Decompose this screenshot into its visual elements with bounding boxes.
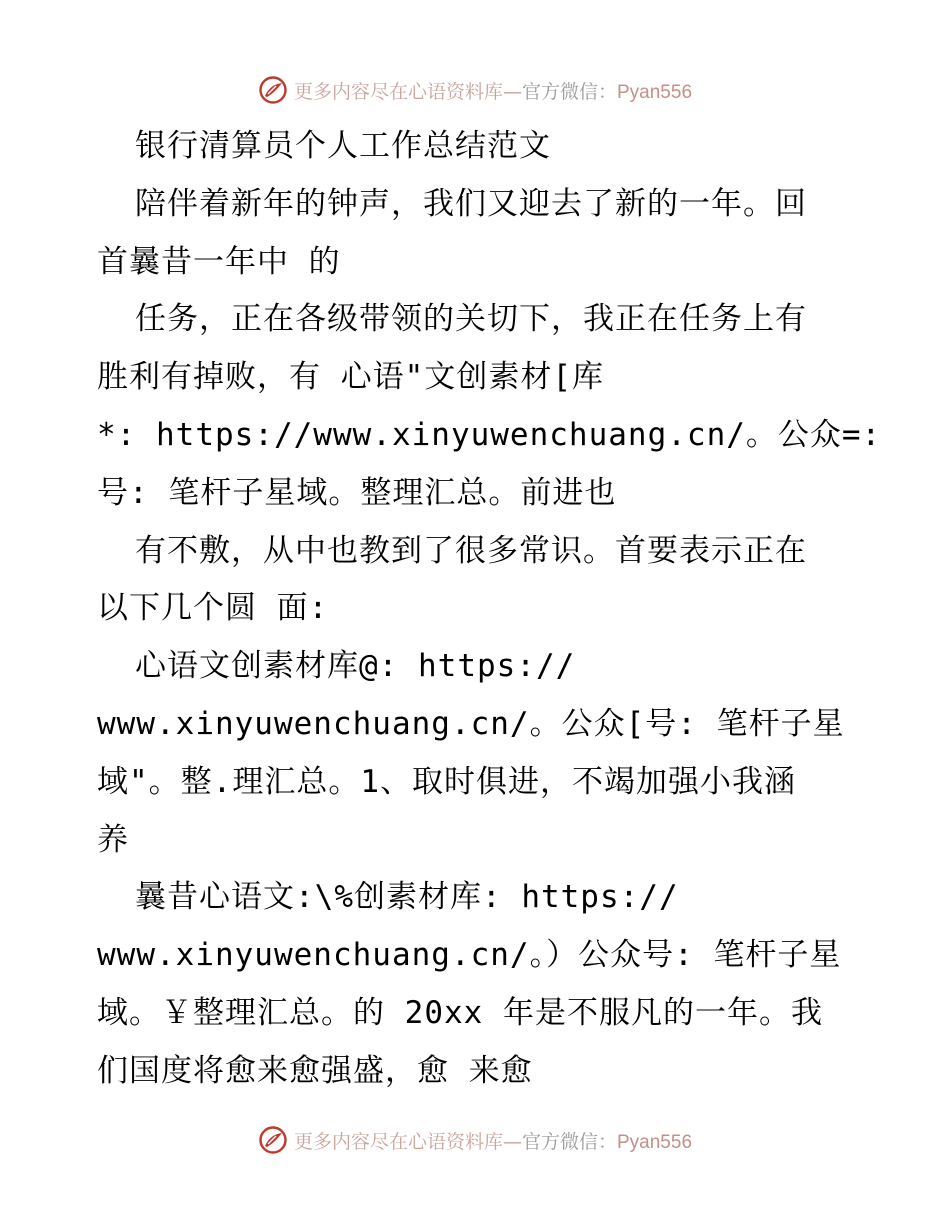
paragraph-line: 陪伴着新年的钟声，我们又迎去了新的一年。回 (135, 185, 807, 222)
paragraph-line: 域"。整.理汇总。1、取时俱进，不竭加强小我涵 (97, 763, 796, 800)
banner-wechat-label: 官方微信： (521, 1130, 617, 1153)
banner-title: 更多内容尽在心语资料库 (293, 1130, 503, 1153)
document-title: 银行清算员个人工作总结范文 (135, 128, 551, 164)
banner-dash: — (502, 80, 522, 103)
paragraph-line: 曩昔心语文:\%创素材库: https:// (135, 879, 679, 916)
paragraph-line: www.xinyuwenchuang.cn/。）公众号: 笔杆子星 (97, 937, 842, 974)
banner-wechat-label: 官方微信： (521, 80, 617, 103)
logo-icon (258, 1125, 288, 1155)
paragraph-line: 号: 笔杆子星域。整理汇总。前进也 (97, 474, 617, 511)
paragraph-line: 任务，正在各级带领的关切下，我正在任务上有 (135, 301, 807, 338)
paragraph-line: 心语文创素材库@: https:// (135, 648, 576, 685)
banner-wechat-id: Pyan556 (617, 81, 693, 103)
paragraph-line: 以下几个圆 面: (97, 590, 329, 627)
paragraph-line: 首曩昔一年中 的 (97, 243, 341, 280)
paragraph-line: *: https://www.xinyuwenchuang.cn/。公众=: (97, 416, 882, 453)
banner-dash: — (502, 1130, 522, 1153)
footer-banner (0, 1122, 950, 1158)
paragraph-line: 胜利有掉败，有 心语"文创素材[库 (97, 359, 604, 396)
paragraph-line: 养 (97, 821, 129, 858)
paragraph-line: 们国度将愈来愈强盛，愈 来愈 (97, 1052, 533, 1089)
paragraph-line: 有不敷，从中也教到了很多常识。首要表示正在 (135, 532, 807, 569)
banner-wechat-id: Pyan556 (617, 1131, 693, 1153)
header-banner (0, 72, 950, 108)
logo-icon (258, 75, 288, 105)
paragraph-line: 域。￥整理汇总。的 20xx 年是不服凡的一年。我 (97, 994, 823, 1031)
document-body (97, 118, 897, 1101)
banner-title: 更多内容尽在心语资料库 (293, 80, 503, 103)
paragraph-line: www.xinyuwenchuang.cn/。公众[号: 笔杆子星 (97, 705, 845, 742)
